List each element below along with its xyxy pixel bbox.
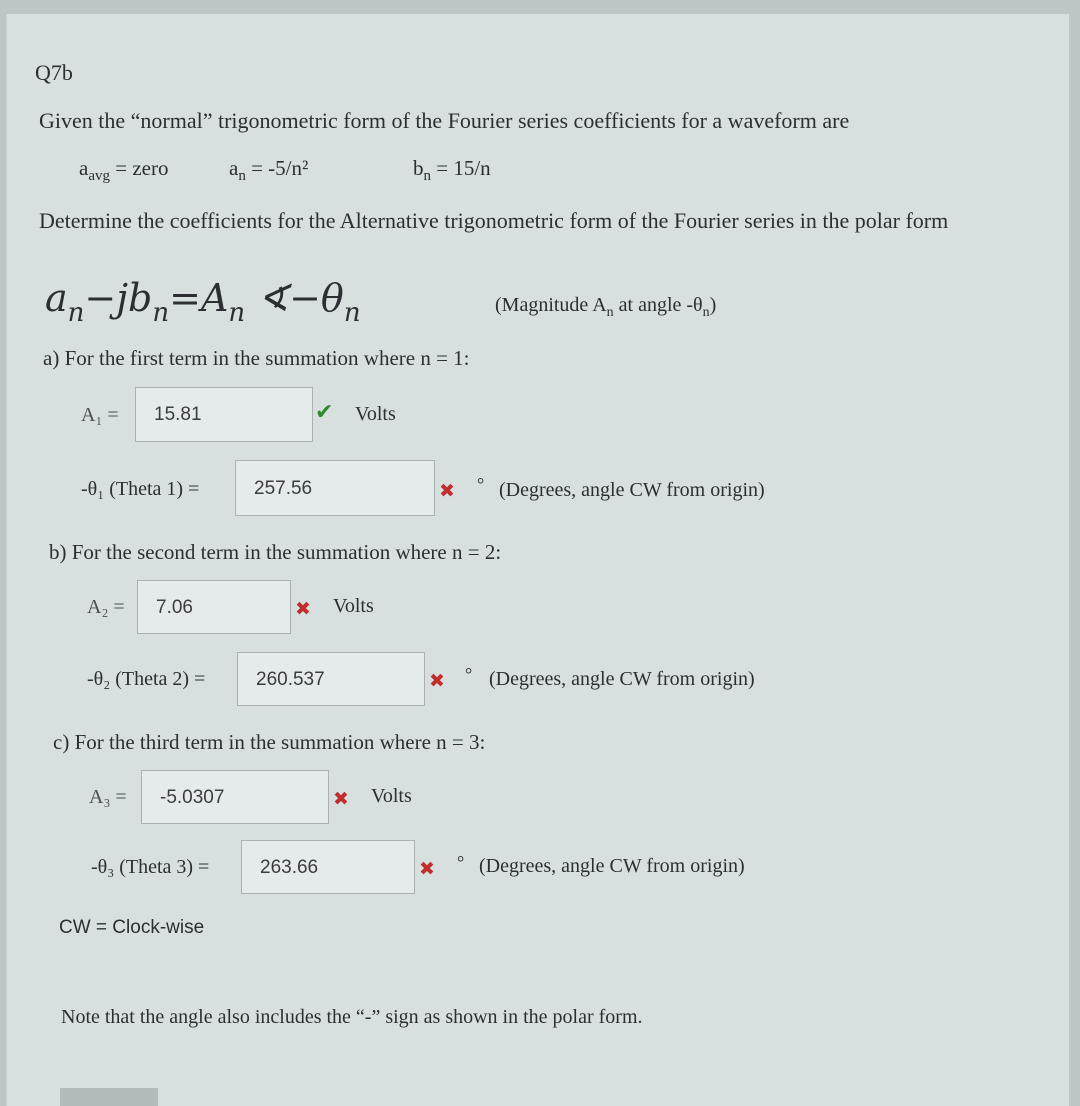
question-panel xyxy=(6,14,1069,1106)
part-c-heading: c) For the third term in the summation where n = 3: xyxy=(53,730,486,754)
incorrect-cross-icon: ✖ xyxy=(429,670,445,692)
part-b-amplitude-input[interactable]: 7.06 xyxy=(137,580,291,634)
part-b-theta-label: -θ₂ (Theta 2) = xyxy=(87,668,206,690)
part-c-theta-unit: (Degrees, angle CW from origin) xyxy=(479,855,745,877)
part-a-theta-label: -θ₁ (Theta 1) = xyxy=(81,478,200,500)
question-title: Q7b xyxy=(35,60,73,85)
part-c-amplitude-unit: Volts xyxy=(371,785,412,807)
part-b-amplitude-unit: Volts xyxy=(333,595,374,617)
coefficient-a-n: $a_n = -5/n^2$ xyxy=(229,156,309,185)
degree-symbol: ° xyxy=(465,664,473,684)
degree-symbol: ° xyxy=(457,852,465,872)
degree-symbol: ° xyxy=(477,474,485,494)
part-b-theta-unit: (Degrees, angle CW from origin) xyxy=(489,668,755,690)
part-a-amplitude-unit: Volts xyxy=(355,403,396,425)
part-b-amplitude-label: A₂ = xyxy=(87,596,125,618)
part-b-theta-input[interactable]: 260.537 xyxy=(237,652,425,706)
incorrect-cross-icon: ✖ xyxy=(295,598,311,620)
part-c-theta-input[interactable]: 263.66 xyxy=(241,840,415,894)
coefficient-b-n: $b_n = 15/n$ xyxy=(413,156,491,185)
question-instruction: Determine the coefficients for the Alternative trigonometric form of the Fourier series in the polar form xyxy=(39,208,949,233)
part-c-amplitude-input[interactable]: -5.0307 xyxy=(141,770,329,824)
bottom-tab xyxy=(60,1088,158,1106)
polar-form-formula: $a_n-jb_n=A_n$ $∢-\theta_n$ xyxy=(45,276,361,328)
footer-note: Note that the angle also includes the “-” sign as shown in the polar form. xyxy=(61,1006,643,1028)
part-a-theta-unit: (Degrees, angle CW from origin) xyxy=(499,479,765,501)
part-a-amplitude-label: A₁ = xyxy=(81,404,119,426)
question-intro: Given the “normal” trigonometric form of the Fourier series coefficients for a waveform are xyxy=(39,108,850,133)
part-a-theta-input[interactable]: 257.56 xyxy=(235,460,435,516)
coefficient-a-avg: $a_{avg}$ = zero xyxy=(79,156,169,185)
part-c-theta-label: -θ₃ (Theta 3) = xyxy=(91,856,210,878)
cw-note: CW = Clock-wise xyxy=(59,917,205,938)
formula-note: (Magnitude $A_n$ at angle $-\theta_n$) xyxy=(495,294,717,320)
incorrect-cross-icon: ✖ xyxy=(419,858,435,880)
incorrect-cross-icon: ✖ xyxy=(333,788,349,810)
correct-check-icon: ✔ xyxy=(315,400,334,425)
incorrect-cross-icon: ✖ xyxy=(439,480,455,502)
part-c-amplitude-label: A₃ = xyxy=(89,786,127,808)
part-a-heading: a) For the first term in the summation where n = 1: xyxy=(43,346,470,370)
part-b-heading: b) For the second term in the summation where n = 2: xyxy=(49,540,502,564)
part-a-amplitude-input[interactable]: 15.81 xyxy=(135,387,313,442)
